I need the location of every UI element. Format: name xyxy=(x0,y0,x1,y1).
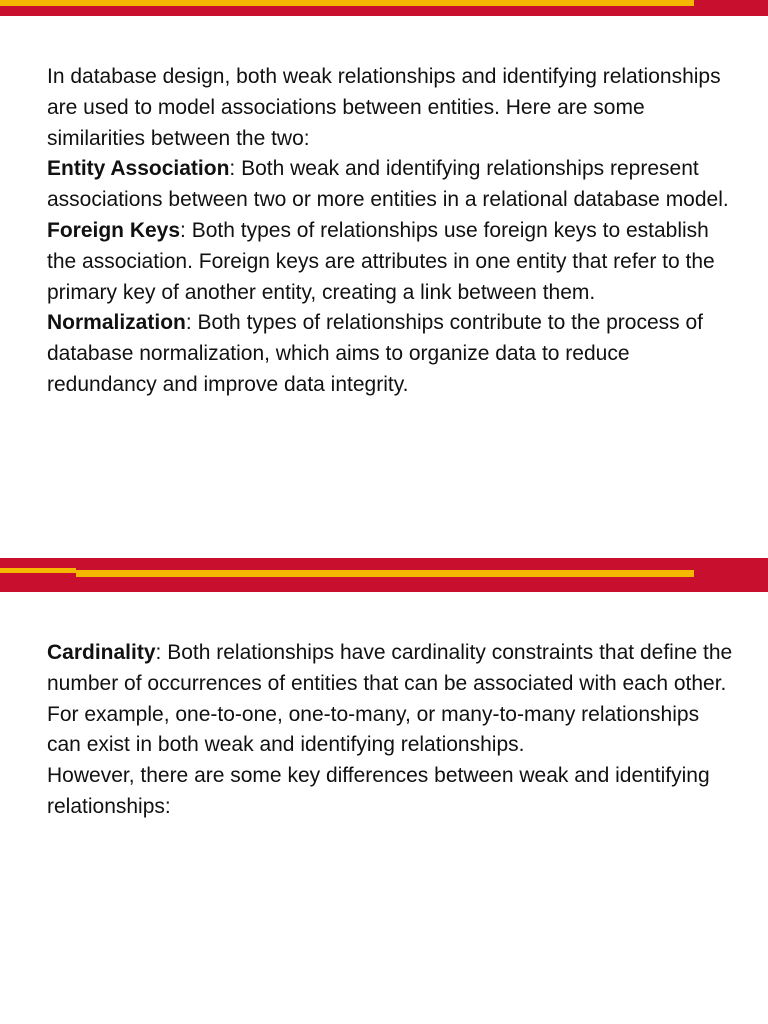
point-text: : Both types of relationships use foreign keys to establish the association. Foreign keys are attributes in one entity that refer to the primary key of another entity, creating a link between them. xyxy=(47,218,715,304)
slide-body xyxy=(47,638,737,823)
point-foreign-keys xyxy=(47,216,737,308)
point-text: : Both relationships have cardinality constraints that define the number of occurrences of entities that can be associated with each other. For example, one-to-one, one-to-many, or many-to-many relationships can exist in both weak and identifying relationships. xyxy=(47,641,733,757)
header-band xyxy=(0,0,768,16)
header-stripe-main xyxy=(76,570,694,577)
intro-paragraph: In database design, both weak relationships and identifying relationships are used to model associations between entities. Here are some similarities between the two: xyxy=(47,65,721,150)
slide-body xyxy=(47,62,737,401)
point-term: Cardinality xyxy=(47,641,156,664)
slide-cardinality xyxy=(0,558,768,1024)
point-entity-association xyxy=(47,154,737,216)
header-stripe-left xyxy=(0,568,76,573)
point-term: Normalization xyxy=(47,311,186,335)
closing-paragraph: However, there are some key differences between weak and identifying relationships: xyxy=(47,764,710,818)
point-term: Entity Association xyxy=(47,157,230,181)
point-normalization xyxy=(47,308,737,400)
point-text: : Both types of relationships contribute to the process of database normalization, which aims to organize data to reduce redundancy and improve data integrity. xyxy=(47,311,703,396)
header-band xyxy=(0,558,768,592)
point-text: : Both weak and identifying relationships represent associations between two or more entities in a relational database model. xyxy=(47,157,729,212)
point-term: Foreign Keys xyxy=(47,218,181,242)
header-stripe xyxy=(0,0,694,6)
point-cardinality xyxy=(47,638,737,761)
